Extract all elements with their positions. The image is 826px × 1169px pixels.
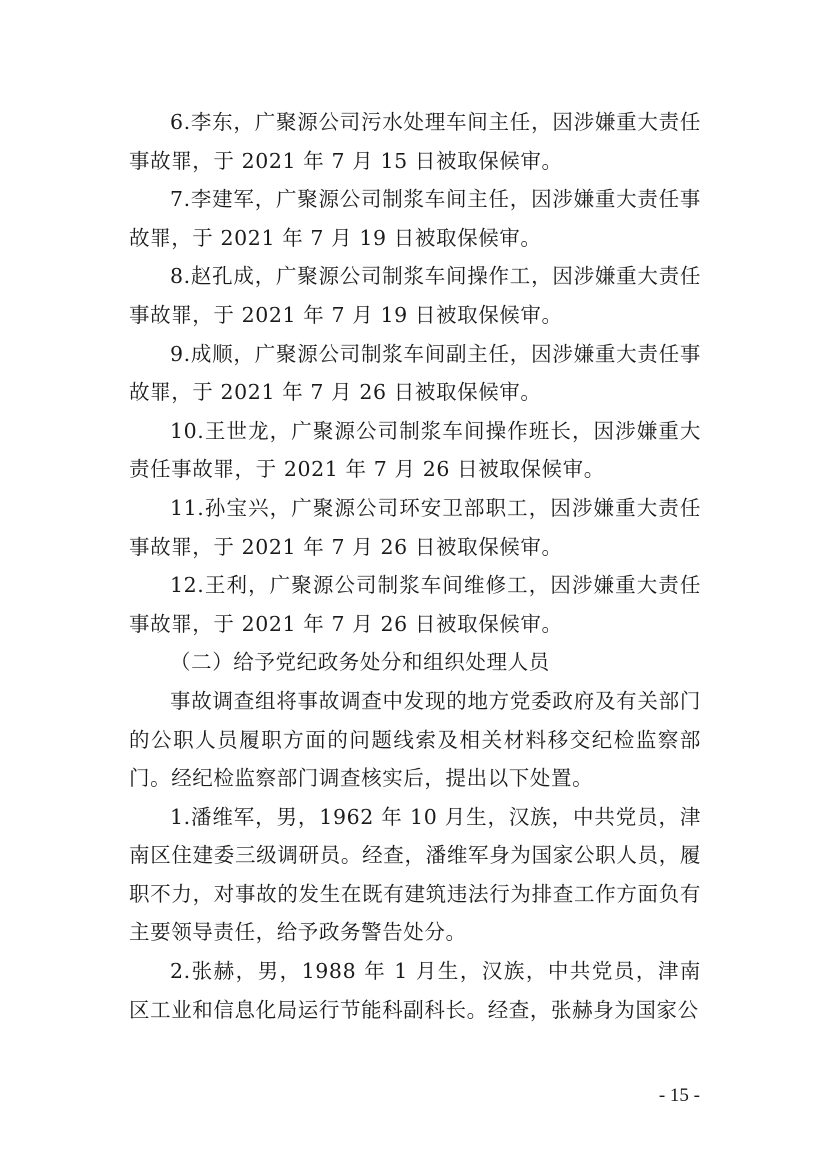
section-heading: （二）给予党纪政务处分和组织处理人员 xyxy=(170,650,550,675)
item-11: 11.孙宝兴，广聚源公司环安卫部职工，因涉嫌重大责任事故罪，于 2021 年 7 月 26 日被取保候审。 xyxy=(129,495,701,559)
item-10: 10.王世龙，广聚源公司制浆车间操作班长，因涉嫌重大责任事故罪，于 2021 年 7 月 26 日被取保候审。 xyxy=(129,418,701,482)
item-12: 12.王利，广聚源公司制浆车间维修工，因涉嫌重大责任事故罪，于 2021 年 7 月 26 日被取保候审。 xyxy=(129,573,701,636)
person-1: 1.潘维军，男，1962 年 10 月生，汉族，中共党员，津南区住建委三级调研员。经查，潘维军身为国家公职人员，履职不力，对事故的发生在既有建筑违法行为排查工作方面负有主要领导责任，给予政务警告处分。 xyxy=(129,804,701,945)
item-6: 6.李东，广聚源公司污水处理车间主任，因涉嫌重大责任事故罪，于 2021 年 7 月 15 日被取保候审。 xyxy=(129,110,701,173)
page-number: - 15 - xyxy=(658,1085,700,1106)
item-8: 8.赵孔成，广聚源公司制浆车间操作工，因涉嫌重大责任事故罪，于 2021 年 7 月 19 日被取保候审。 xyxy=(129,264,701,327)
item-9: 9.成顺，广聚源公司制浆车间副主任，因涉嫌重大责任事故罪，于 2021 年 7 月 26 日被取保候审。 xyxy=(129,341,701,405)
intro-paragraph: 事故调查组将事故调查中发现的地方党委政府及有关部门的公职人员履职方面的问题线索及相关材料移交纪检监察部门。经纪检监察部门调查核实后，提出以下处置。 xyxy=(129,688,701,791)
item-7: 7.李建军，广聚源公司制浆车间主任，因涉嫌重大责任事故罪，于 2021 年 7 月 19 日被取保候审。 xyxy=(129,187,701,250)
body-text xyxy=(129,103,701,1029)
person-2: 2.张赫，男，1988 年 1 月生，汉族，中共党员，津南区工业和信息化局运行节能科副科长。经查，张赫身为国家公 xyxy=(129,959,701,1022)
